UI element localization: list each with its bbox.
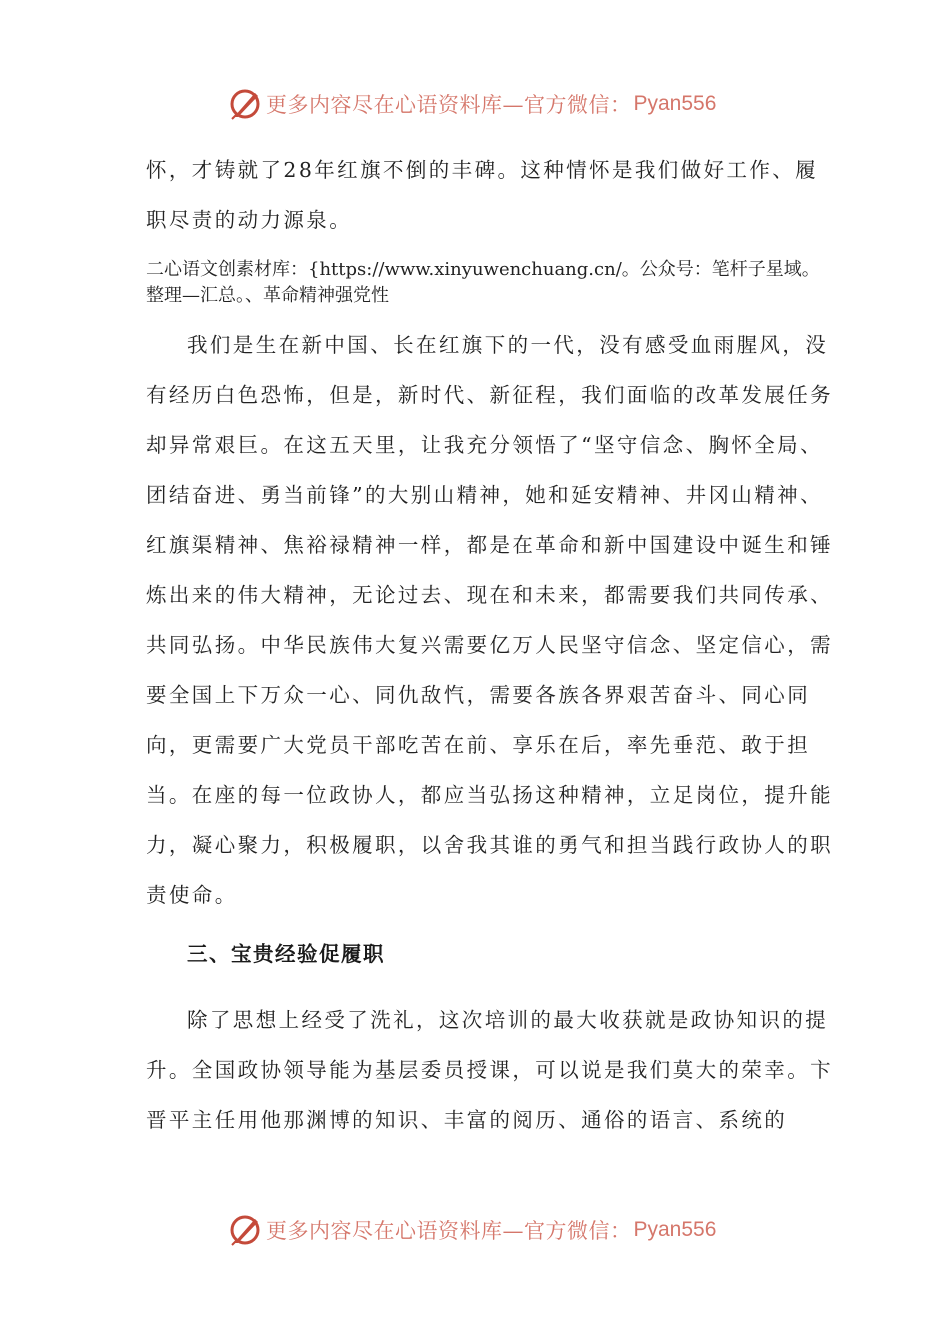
paragraph-2: 我们是生在新中国、长在红旗下的一代，没有感受血雨腥风，没有经历白色恐怖，但是，新时代、新征程，我们面临的改革发展任务却异常艰巨。在这五天里，让我充分领悟了“坚守信念、胸怀全局、团结奋进、勇当前锋”的大别山精神，她和延安精神、井冈山精神、红旗渠精神、焦裕禄精神一样，都是在革命和新中国建设中诞生和锤炼出来的伟大精神，无论过去、现在和未来，都需要我们共同传承、共同弘扬。中华民族伟大复兴需要亿万人民坚守信念、坚定信心，需要全国上下万众一心、同仇敌忾，需要各族各界艰苦奋斗、同心同向，更需要广大党员干部吃苦在前、享乐在后，率先垂范、敢于担当。在座的每一位政协人，都应当弘扬这种精神，立足岗位，提升能力，凝心聚力，积极履职，以舍我其谁的勇气和担当践行政协人的职责使命。	[146, 333, 833, 907]
header-banner	[228, 84, 716, 124]
wechat-id: Pyan556	[633, 1218, 717, 1241]
banner-text: 更多内容尽在心语资料库—官方微信：	[266, 1219, 632, 1243]
wechat-id: Pyan556	[633, 92, 717, 115]
paragraph-1: 怀，才铸就了28年红旗不倒的丰碑。这种情怀是我们做好工作、履职尽责的动力源泉。	[146, 158, 819, 232]
paragraph-3: 除了思想上经受了洗礼，这次培训的最大收获就是政协知识的提升。全国政协领导能为基层委员授课，可以说是我们莫大的荣幸。卞晋平主任用他那渊博的知识、丰富的阅历、通俗的语言、系统的	[146, 1008, 833, 1132]
quill-logo-icon	[228, 1213, 262, 1247]
banner-text: 更多内容尽在心语资料库—官方微信：	[266, 93, 632, 117]
footer-banner	[228, 1210, 716, 1250]
quill-logo-icon	[228, 87, 262, 121]
section-heading: 三、宝贵经验促履职	[187, 942, 385, 966]
source-note: 二心语文创素材库：{https://www.xinyuwenchuang.cn/。公众号：笔杆子星域。整理—汇总。、革命精神强党性	[146, 259, 820, 306]
